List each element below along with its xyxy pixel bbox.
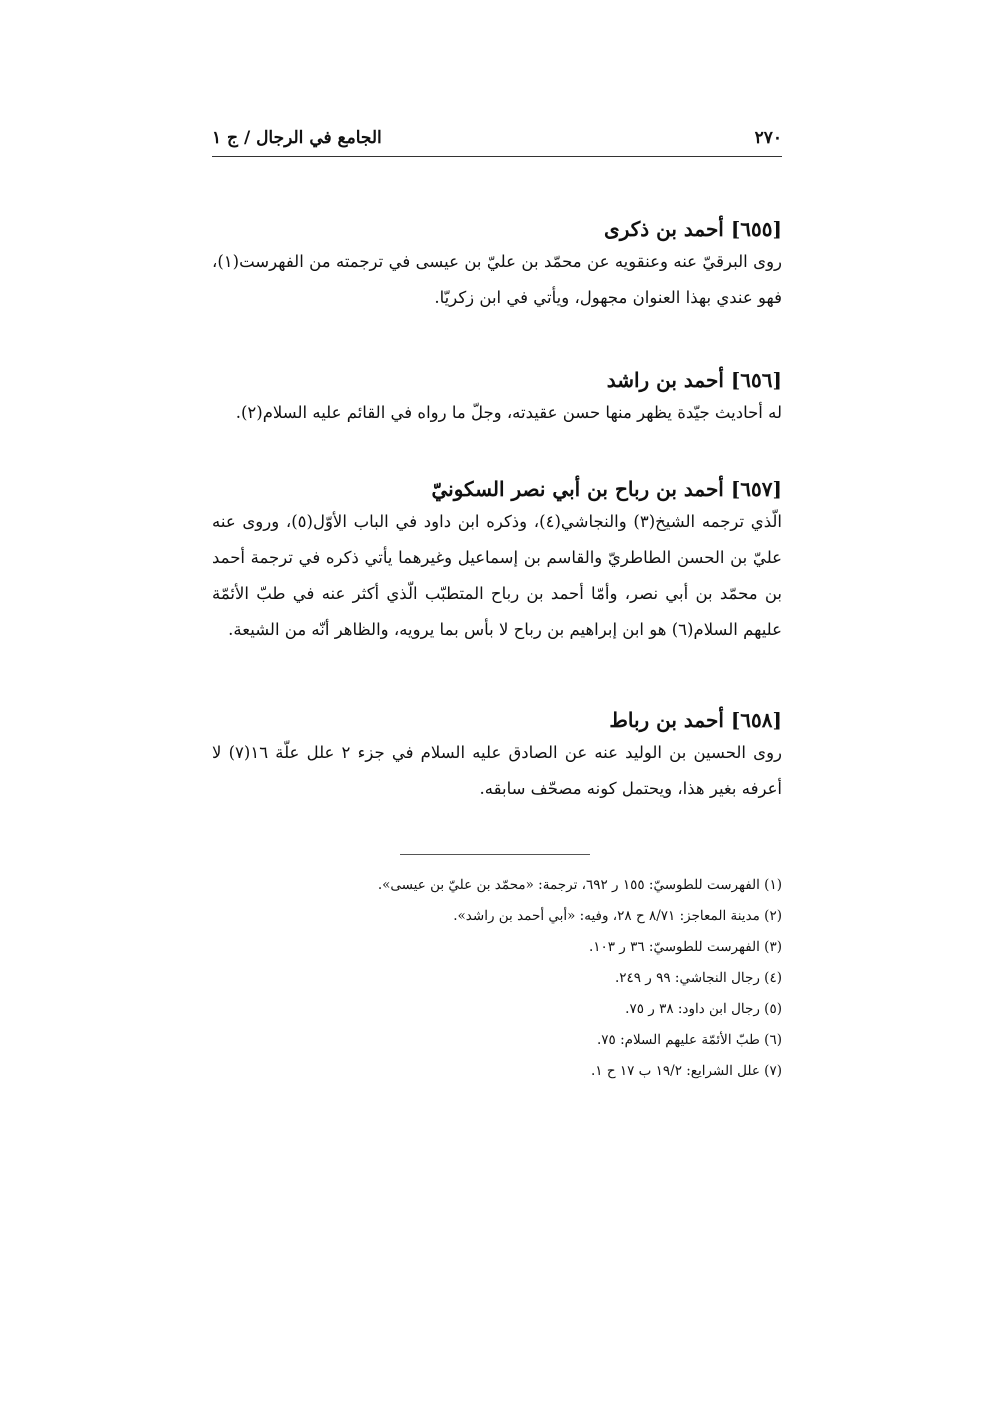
entry-text: روى الحسين بن الوليد عنه عن الصادق عليه السلام في جزء ٢ علل علّة ١٦(٧) لا أعرفه بغير هذا، ويحتمل كونه مصحّف سابقه. — [212, 743, 783, 798]
entry-657 — [212, 474, 782, 648]
entry-655 — [212, 214, 782, 316]
entry-658 — [212, 705, 782, 807]
footnote: (٥) رجال ابن داود: ٣٨ ر ٧٥. — [625, 1001, 782, 1017]
footnote: (٤) رجال النجاشي: ٩٩ ر ٢٤٩. — [614, 970, 782, 986]
entry-text: روى البرقيّ عنه وعنقويه عن محمّد بن عليّ بن عيسى في ترجمته من الفهرست(١)، فهو عندي بهذا العنوان مجهول، ويأتي في ابن زكريّا. — [212, 252, 782, 307]
footnote-divider — [400, 854, 590, 855]
running-header — [212, 120, 782, 157]
entry-heading: [٦٥٨] أحمد بن رباط — [609, 708, 782, 732]
entry-heading: [٦٥٦] أحمد بن راشد — [606, 368, 782, 392]
entry-text: الّذي ترجمه الشيخ(٣) والنجاشي(٤)، وذكره ابن داود في الباب الأوّل(٥)، وروى عنه عليّ بن الحسن الطاطريّ والقاسم بن إسماعيل وغيرهما يأتي ذكره في ترجمة أحمد بن محمّد بن أبي نصر، وأمّا أحمد بن رباح المتطبّب الّذي أكثر عنه في طبّ الأئمّة عليهم السلام(٦) هو ابن إبراهيم بن رباح لا بأس بما يرويه، والظاهر أنّه من الشيعة. — [212, 512, 782, 639]
footnotes — [212, 870, 782, 1087]
footnote: (٢) مدينة المعاجز: ٨/٧١ ح ٢٨، وفيه: «أبي أحمد بن راشد». — [453, 908, 782, 924]
page-number: ٢٧٠ — [754, 128, 782, 148]
entry-heading: [٦٥٧] أحمد بن رباح بن أبي نصر السكونيّ — [431, 477, 782, 501]
book-title: الجامع في الرجال / ج ١ — [212, 128, 382, 148]
entry-heading: [٦٥٥] أحمد بن ذكرى — [604, 217, 782, 241]
footnote: (٧) علل الشرايع: ١٩/٢ ب ١٧ ح ١. — [590, 1063, 782, 1079]
footnote: (١) الفهرست للطوسيّ: ١٥٥ ر ٦٩٢، ترجمة: «محمّد بن عليّ بن عيسى». — [377, 877, 782, 893]
entry-text: له أحاديث جيّدة يظهر منها حسن عقيدته، وجلّ ما رواه في القائم عليه السلام(٢). — [235, 403, 782, 422]
entry-656 — [212, 365, 782, 431]
footnote: (٦) طبّ الأئمّة عليهم السلام: ٧٥. — [596, 1032, 782, 1048]
footnote: (٣) الفهرست للطوسيّ: ٣٦ ر ١٠٣. — [588, 939, 782, 955]
book-page — [212, 0, 782, 1403]
